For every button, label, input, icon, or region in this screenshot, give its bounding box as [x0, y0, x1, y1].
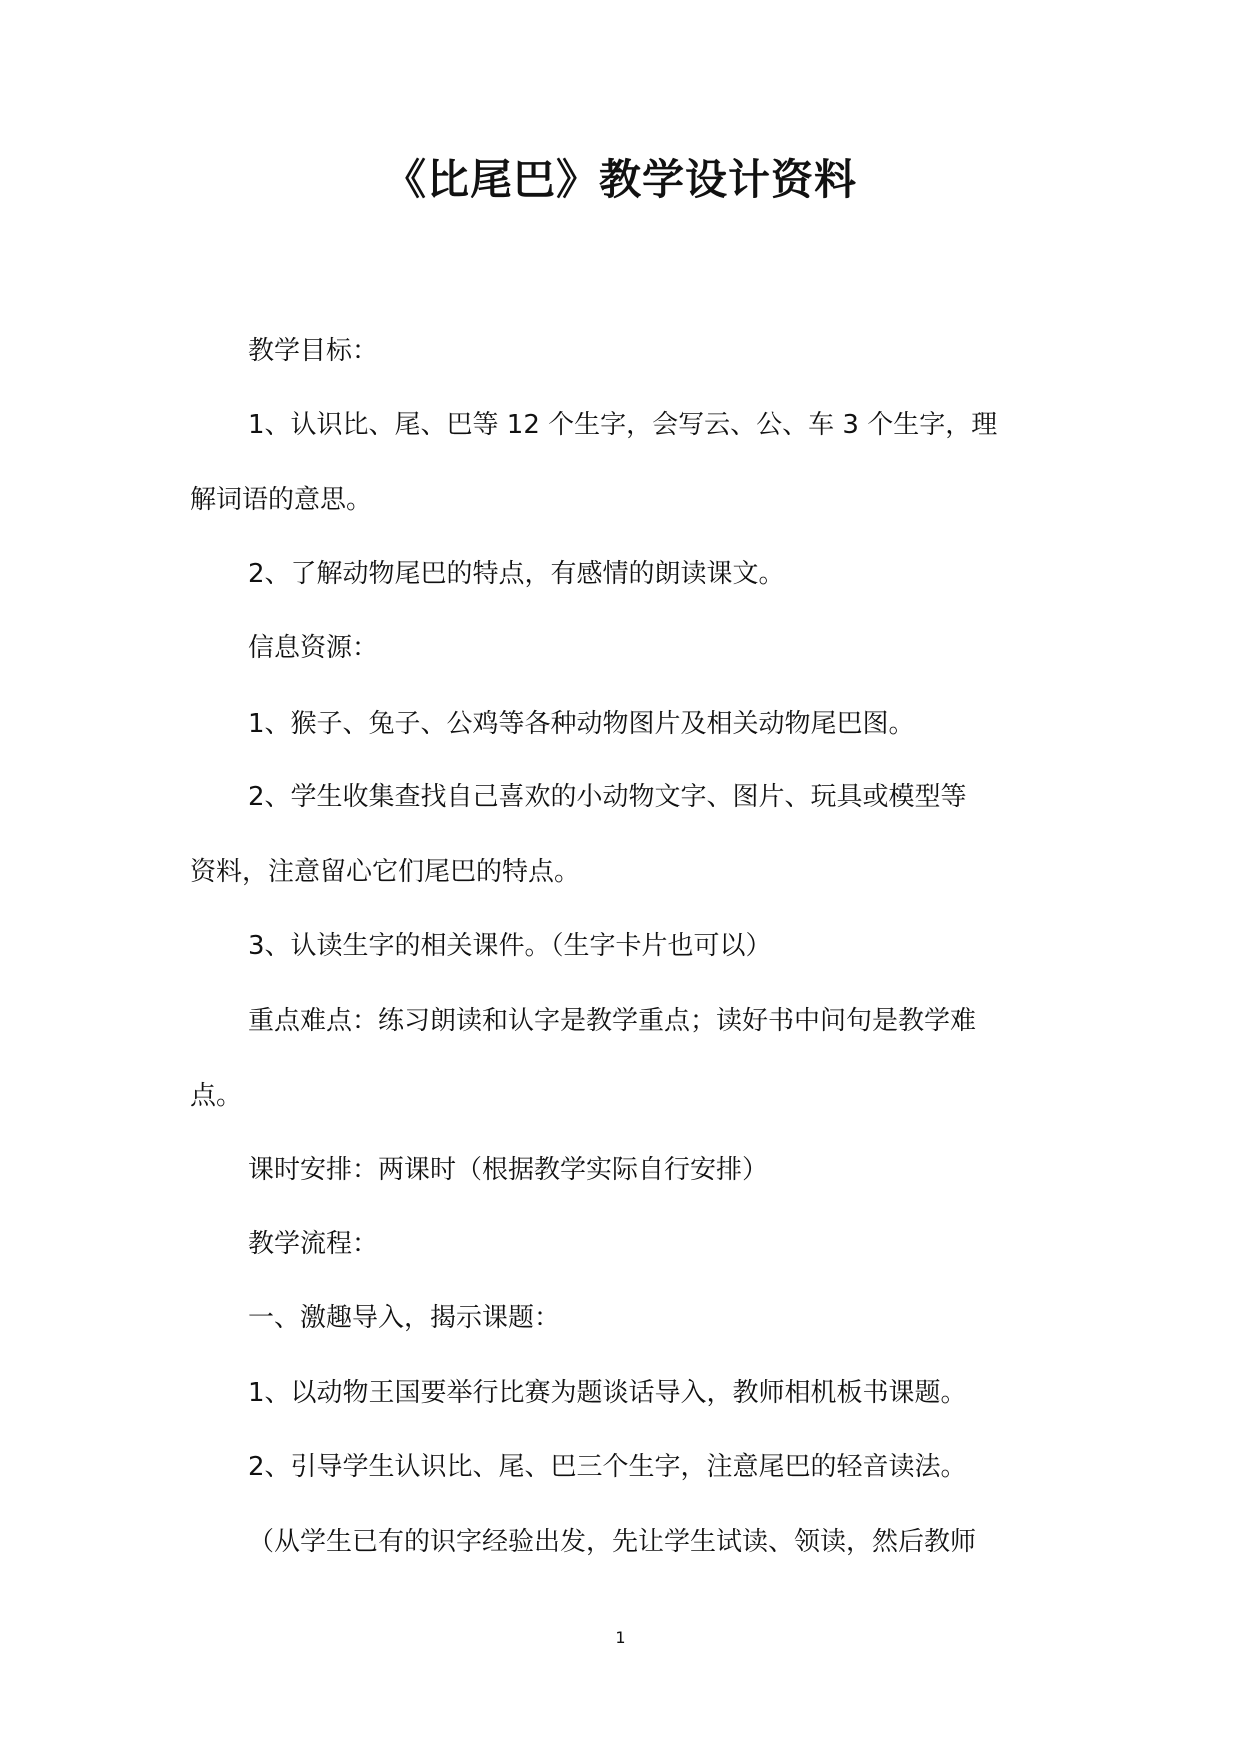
paragraph-line: （从学生已有的识字经验出发，先让学生试读、领读，然后教师 [248, 1527, 977, 1557]
paragraph-line: 资料，注意留心它们尾巴的特点。 [190, 857, 581, 887]
paragraph-line: 2、了解动物尾巴的特点，有感情的朗读课文。 [248, 559, 785, 589]
heading-teaching-process: 教学流程： [248, 1229, 379, 1259]
section-heading: 一、激趣导入，揭示课题： [248, 1303, 561, 1333]
paragraph-line: 3、认读生字的相关课件。（生字卡片也可以） [248, 931, 772, 961]
paragraph-line: 2、学生收集查找自己喜欢的小动物文字、图片、玩具或模型等 [248, 782, 967, 812]
paragraph-line: 1、认识比、尾、巴等 12 个生字，会写云、公、车 3 个生字，理 [248, 410, 998, 440]
paragraph-line: 1、猴子、兔子、公鸡等各种动物图片及相关动物尾巴图。 [248, 709, 915, 739]
paragraph-line: 解词语的意思。 [190, 485, 373, 515]
heading-info-resources: 信息资源： [248, 633, 379, 663]
paragraph-line: 课时安排：两课时（根据教学实际自行安排） [248, 1155, 769, 1185]
paragraph-line: 1、以动物王国要举行比赛为题谈话导入，教师相机板书课题。 [248, 1378, 967, 1408]
page-number: 1 [615, 1628, 626, 1647]
heading-teaching-goals: 教学目标： [248, 336, 379, 366]
document-title: 《比尾巴》教学设计资料 [383, 155, 857, 204]
paragraph-line: 重点难点：练习朗读和认字是教学重点；读好书中问句是教学难 [248, 1006, 977, 1036]
paragraph-line: 2、引导学生认识比、尾、巴三个生字，注意尾巴的轻音读法。 [248, 1452, 967, 1482]
paragraph-line: 点。 [190, 1081, 243, 1111]
